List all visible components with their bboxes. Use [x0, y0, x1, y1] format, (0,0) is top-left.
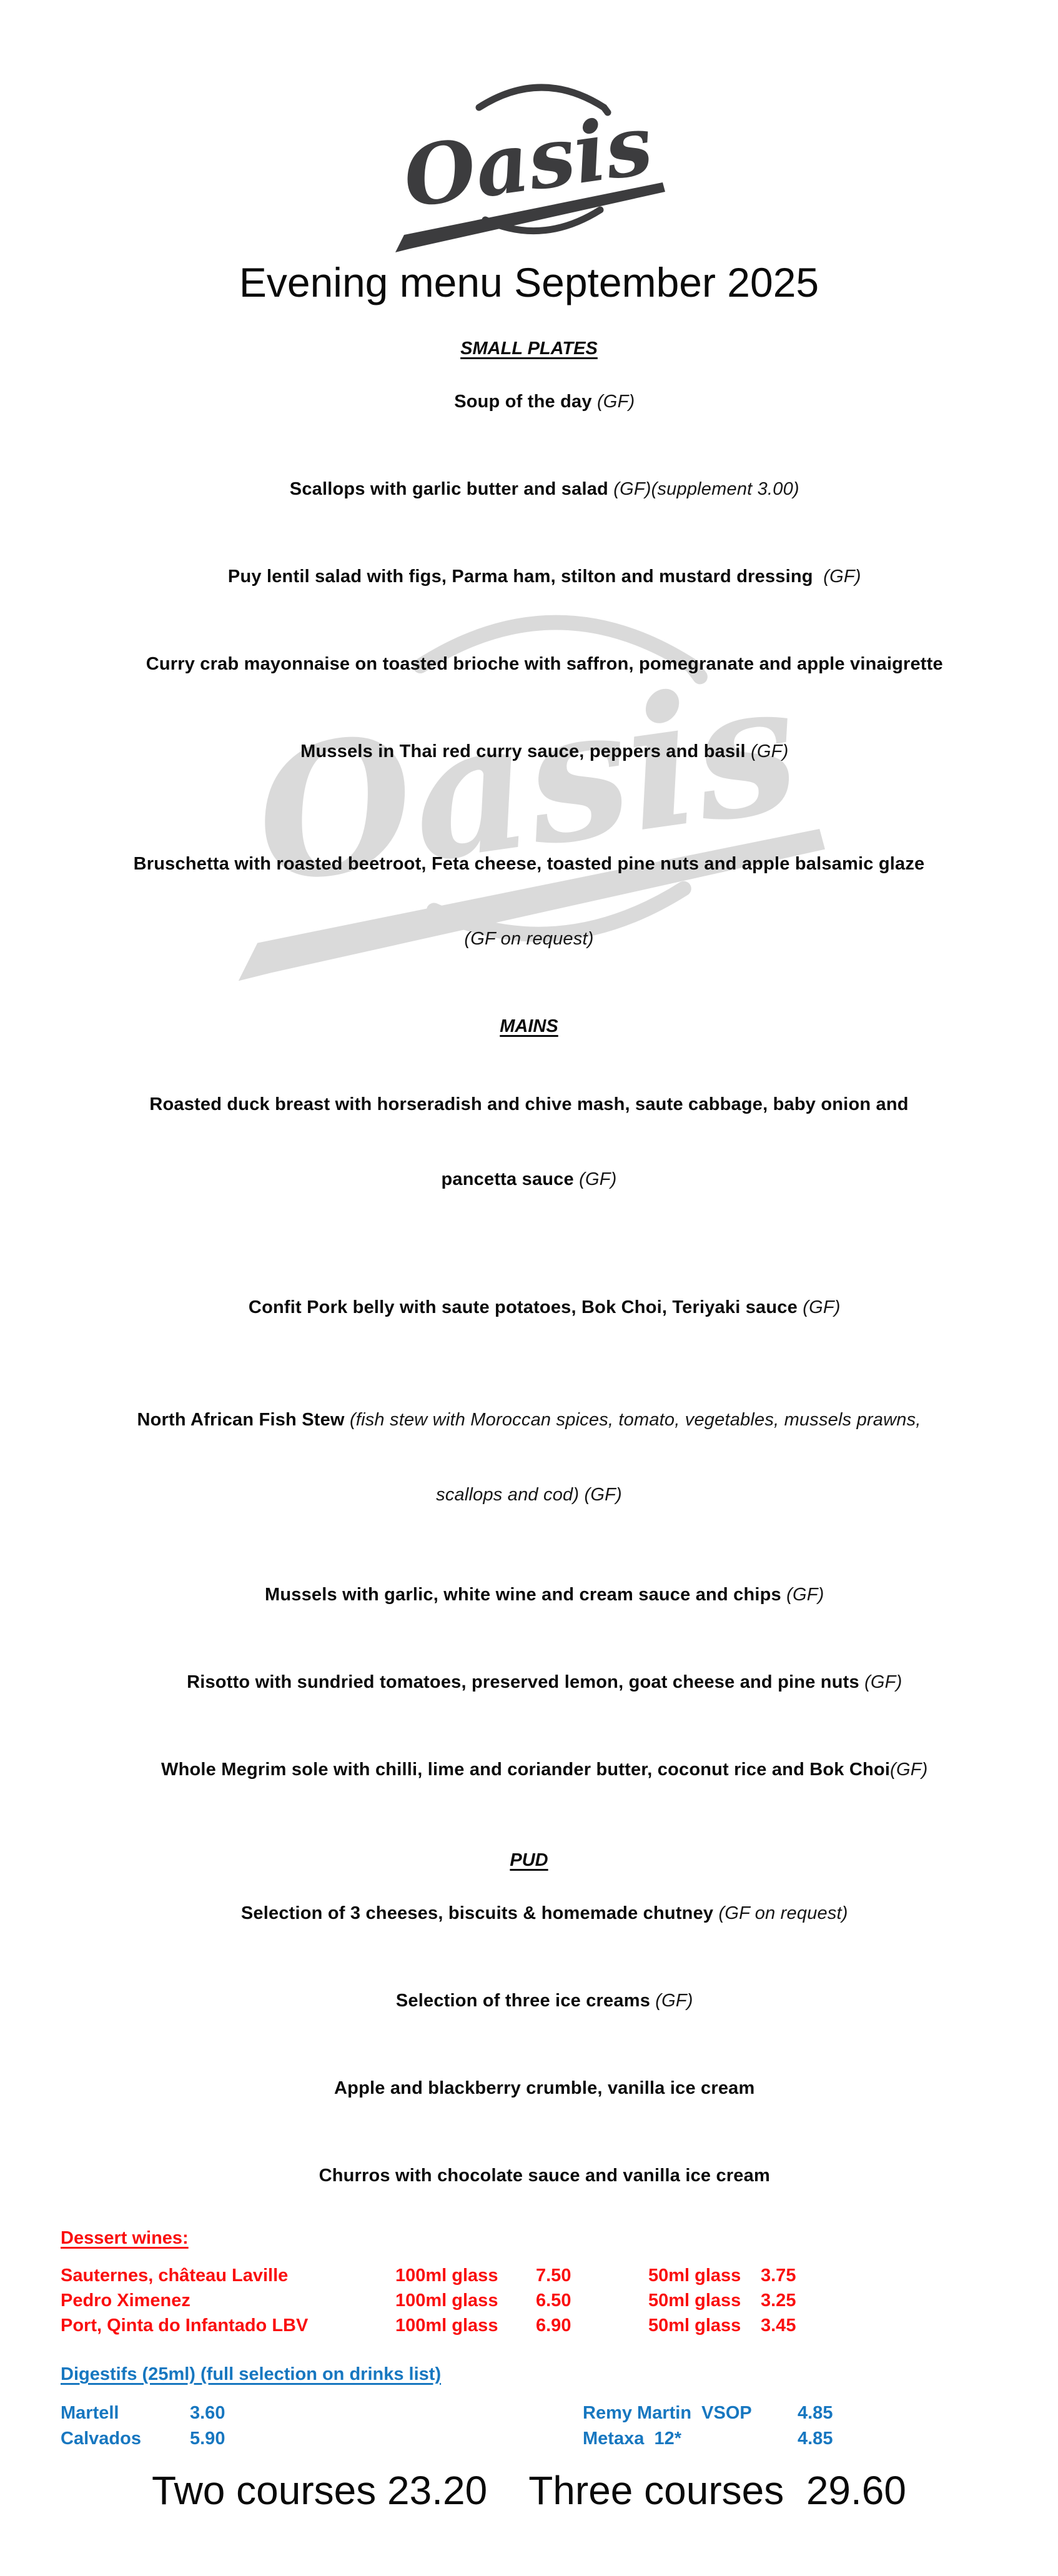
menu-item-crumble — [0, 2051, 1058, 2126]
menu-item-churros — [0, 2138, 1058, 2213]
section-heading-mains: MAINS — [500, 1016, 558, 1036]
wine-name: Pedro Ximenez — [61, 2291, 190, 2311]
menu-item-text: Soup of the day — [454, 392, 597, 412]
wine-row-sauternes — [61, 2263, 1058, 2288]
menu-item-megrim-sole — [0, 1732, 1058, 1807]
digestif-price: 5.90 — [190, 2429, 225, 2449]
wine-size-100ml: 100ml glass — [395, 2266, 498, 2286]
gf-note: (GF)(supplement 3.00) — [613, 479, 799, 499]
gf-note: (GF) — [579, 1169, 617, 1189]
dessert-wines-heading: Dessert wines: — [61, 2228, 189, 2248]
menu-item-curry-crab — [0, 627, 1058, 701]
menu-item-description: (fish stew with Moroccan spices, tomato, vegetables, mussels prawns, — [349, 1410, 921, 1430]
digestif-name: Remy Martin VSOP — [583, 2403, 752, 2423]
gf-note: (GF on request) — [464, 929, 594, 949]
wine-price-50ml: 3.25 — [761, 2291, 796, 2311]
menu-item-text: Selection of 3 cheeses, biscuits & homemade chutney — [240, 1903, 719, 1923]
three-courses-price: Three courses 29.60 — [528, 2468, 906, 2513]
evening-menu-page — [0, 57, 1058, 2515]
gf-note: (GF) — [596, 392, 635, 412]
wine-name: Sauternes, château Laville — [61, 2266, 289, 2286]
section-mains — [0, 1014, 1058, 1807]
menu-item-cheeses — [0, 1876, 1058, 1951]
menu-item-text: Puy lentil salad with figs, Parma ham, stilton and mustard dressing — [227, 567, 824, 587]
restaurant-logo — [385, 57, 673, 257]
menu-item-bruschetta — [0, 801, 1058, 1001]
menu-item-text: Curry crab mayonnaise on toasted brioche with saffron, pomegranate and apple vinaigrette — [146, 654, 943, 674]
menu-item-text: Roasted duck breast with horseradish and chive mash, saute cabbage, baby onion and — [149, 1094, 909, 1114]
wine-row-pedro-ximenez — [61, 2288, 1058, 2313]
menu-item-fish-stew — [0, 1357, 1058, 1557]
menu-item-soup — [0, 364, 1058, 439]
wine-price-100ml: 6.90 — [536, 2316, 571, 2336]
digestif-price: 4.85 — [798, 2403, 833, 2423]
menu-item-mussels-thai — [0, 714, 1058, 789]
wine-price-50ml: 3.75 — [761, 2266, 796, 2286]
digestif-row — [61, 2400, 1058, 2426]
menu-item-risotto — [0, 1645, 1058, 1720]
digestif-name: Martell — [61, 2403, 119, 2423]
wine-size-50ml: 50ml glass — [648, 2266, 741, 2286]
wine-row-port — [61, 2313, 1058, 2338]
digestif-price: 3.60 — [190, 2403, 225, 2423]
menu-item-text: Confit Pork belly with saute potatoes, Bok Choi, Teriyaki sauce — [248, 1297, 803, 1317]
gf-note: (GF) — [864, 1672, 902, 1692]
wine-size-100ml: 100ml glass — [395, 2291, 498, 2311]
section-small-plates — [0, 336, 1058, 1001]
menu-item-confit-pork — [0, 1270, 1058, 1345]
wine-size-50ml: 50ml glass — [648, 2316, 741, 2336]
gf-note: (GF) — [803, 1297, 841, 1317]
gf-note: (GF) — [786, 1585, 824, 1605]
page-title: Evening menu September 2025 — [239, 259, 819, 305]
menu-item-description: scallops and cod) (GF) — [436, 1485, 622, 1505]
menu-item-text: Scallops with garlic butter and salad — [289, 479, 614, 499]
menu-item-scallops — [0, 452, 1058, 527]
section-heading-small-plates: SMALL PLATES — [460, 339, 598, 359]
menu-item-text: Churros with chocolate sauce and vanilla ice cream — [319, 2166, 770, 2186]
two-courses-price: Two courses 23.20 — [152, 2468, 488, 2513]
menu-item-text: Whole Megrim sole with chilli, lime and coriander butter, coconut rice and Bok Choi — [161, 1760, 891, 1780]
menu-item-text: North African Fish Stew — [137, 1410, 350, 1430]
wine-size-100ml: 100ml glass — [395, 2316, 498, 2336]
menu-item-text: pancetta sauce — [441, 1169, 580, 1189]
section-dessert-wines — [61, 2226, 1058, 2338]
digestif-price: 4.85 — [798, 2429, 833, 2449]
menu-item-roasted-duck — [0, 1042, 1058, 1242]
digestifs-heading: Digestifs (25ml) (full selection on drinks list) — [61, 2364, 442, 2384]
menu-item-mussels-garlic — [0, 1557, 1058, 1632]
menu-item-text: Mussels in Thai red curry sauce, peppers and basil — [300, 741, 751, 761]
digestif-name: Metaxa 12* — [583, 2429, 681, 2449]
menu-item-text: Apple and blackberry crumble, vanilla ice cream — [334, 2078, 755, 2098]
gf-note: (GF) — [823, 567, 861, 587]
menu-item-text: Risotto with sundried tomatoes, preserved lemon, goat cheese and pine nuts — [187, 1672, 865, 1692]
section-pud — [0, 1848, 1058, 2213]
wine-price-100ml: 6.50 — [536, 2291, 571, 2311]
section-digestifs — [61, 2362, 1058, 2452]
menu-item-ice-creams — [0, 1963, 1058, 2038]
menu-item-text: Mussels with garlic, white wine and cream sauce and chips — [265, 1585, 787, 1605]
wine-name: Port, Qinta do Infantado LBV — [61, 2316, 309, 2336]
gf-note: (GF) — [751, 741, 789, 761]
wine-size-50ml: 50ml glass — [648, 2291, 741, 2311]
gf-note: (GF) — [890, 1760, 928, 1780]
digestif-row — [61, 2426, 1058, 2452]
wine-price-100ml: 7.50 — [536, 2266, 571, 2286]
digestif-name: Calvados — [61, 2429, 141, 2449]
course-pricing — [0, 2465, 1058, 2515]
menu-item-text: Selection of three ice creams — [395, 1991, 656, 2011]
wine-price-50ml: 3.45 — [761, 2316, 796, 2336]
gf-note: (GF on request) — [718, 1903, 848, 1923]
menu-item-puy-lentil-salad — [0, 539, 1058, 614]
gf-note: (GF) — [655, 1991, 693, 2011]
menu-item-text: Bruschetta with roasted beetroot, Feta cheese, toasted pine nuts and apple balsamic glaze — [133, 854, 925, 874]
section-heading-pud: PUD — [510, 1850, 548, 1870]
